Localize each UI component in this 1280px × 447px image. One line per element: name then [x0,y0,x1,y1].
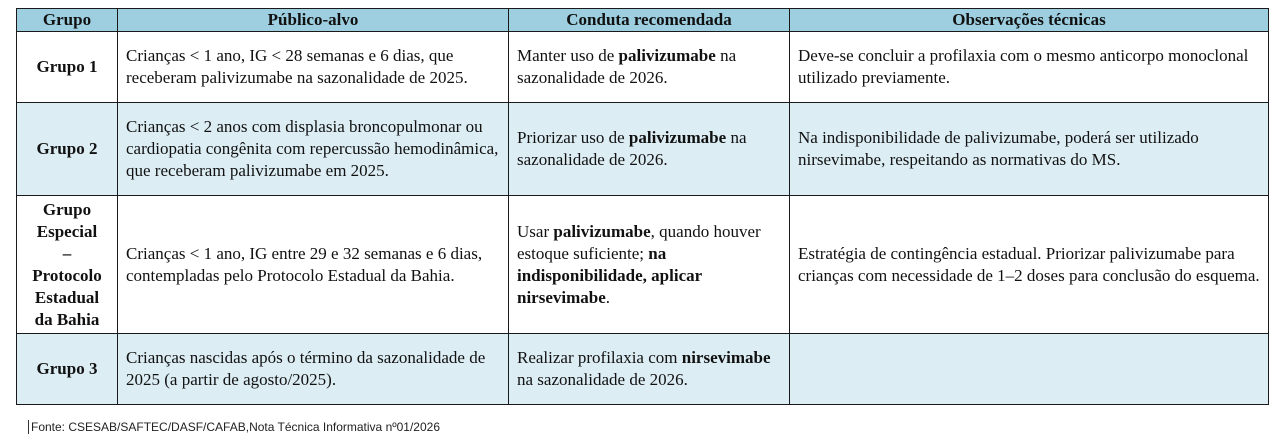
conduct-emphasis: na indisponibilidade, aplicar nirsevimabe [517,243,702,307]
conduct-text: . [605,287,611,307]
target-cell: Crianças nascidas após o término da sazonalidade de 2025 (a partir de agosto/2025). [118,334,509,405]
notes-cell: Na indisponibilidade de palivizumabe, poderá ser utilizado nirsevimabe, respeitando as normativas do MS. [790,103,1269,196]
group-line: – [62,243,72,263]
group-cell: Grupo 1 [17,32,118,103]
table-header-row [17,9,1269,32]
group-line: Especial [36,221,98,241]
header-observacoes: Observações técnicas [790,9,1269,32]
conduct-text: Realizar profilaxia com [517,348,682,367]
header-publico-alvo: Público-alvo [118,9,509,32]
conduct-emphasis: palivizumabe [618,46,716,65]
conduct-text: na sazonalidade de 2026. [517,46,737,87]
conduct-text: Priorizar uso de [517,128,629,147]
conduct-emphasis: nirsevimabe [681,348,771,367]
conduct-text: na sazonalidade de 2026. [517,370,688,389]
conduct-text: na sazonalidade de 2026. [517,128,747,169]
group-line: Grupo [42,199,92,219]
notes-cell: Estratégia de contingência estadual. Priorizar palivizumabe para crianças com necessidade de 1–2 doses para conclusão do esquema. [790,196,1269,334]
notes-cell [790,334,1269,405]
conduct-text: Usar [517,221,554,241]
group-line: Estadual [34,287,100,307]
conduct-emphasis: palivizumabe [628,128,727,147]
recommendation-table [16,8,1269,405]
conduct-cell [509,196,790,334]
target-cell: Crianças < 2 anos com displasia broncopulmonar ou cardiopatia congênita com repercussão hemodinâmica, que receberam palivizumabe em 2025. [118,103,509,196]
table-row [17,196,1269,334]
group-cell: Grupo 2 [17,103,118,196]
conduct-emphasis: palivizumabe [553,221,651,241]
group-line: da Bahia [34,309,100,329]
group-line: Protocolo [32,265,102,285]
conduct-text: , quando houver estoque suficiente; [517,221,761,263]
group-cell [17,196,118,334]
conduct-cell [509,32,790,103]
group-cell: Grupo 3 [17,334,118,405]
notes-cell: Deve-se concluir a profilaxia com o mesmo anticorpo monoclonal utilizado previamente. [790,32,1269,103]
target-cell: Crianças < 1 ano, IG entre 29 e 32 semanas e 6 dias, contempladas pelo Protocolo Estadual da Bahia. [118,196,509,334]
header-conduta: Conduta recomendada [509,9,790,32]
target-cell: Crianças < 1 ano, IG < 28 semanas e 6 dias, que receberam palivizumabe na sazonalidade de 2025. [118,32,509,103]
table-row [17,103,1269,196]
table-row [17,334,1269,405]
header-grupo: Grupo [17,9,118,32]
conduct-text: Manter uso de [517,46,619,65]
source-note: Fonte: CSESAB/SAFTEC/DASF/CAFAB,Nota Técnica Informativa nº01/2026 [28,420,440,434]
table-row [17,32,1269,103]
conduct-cell [509,103,790,196]
conduct-cell [509,334,790,405]
